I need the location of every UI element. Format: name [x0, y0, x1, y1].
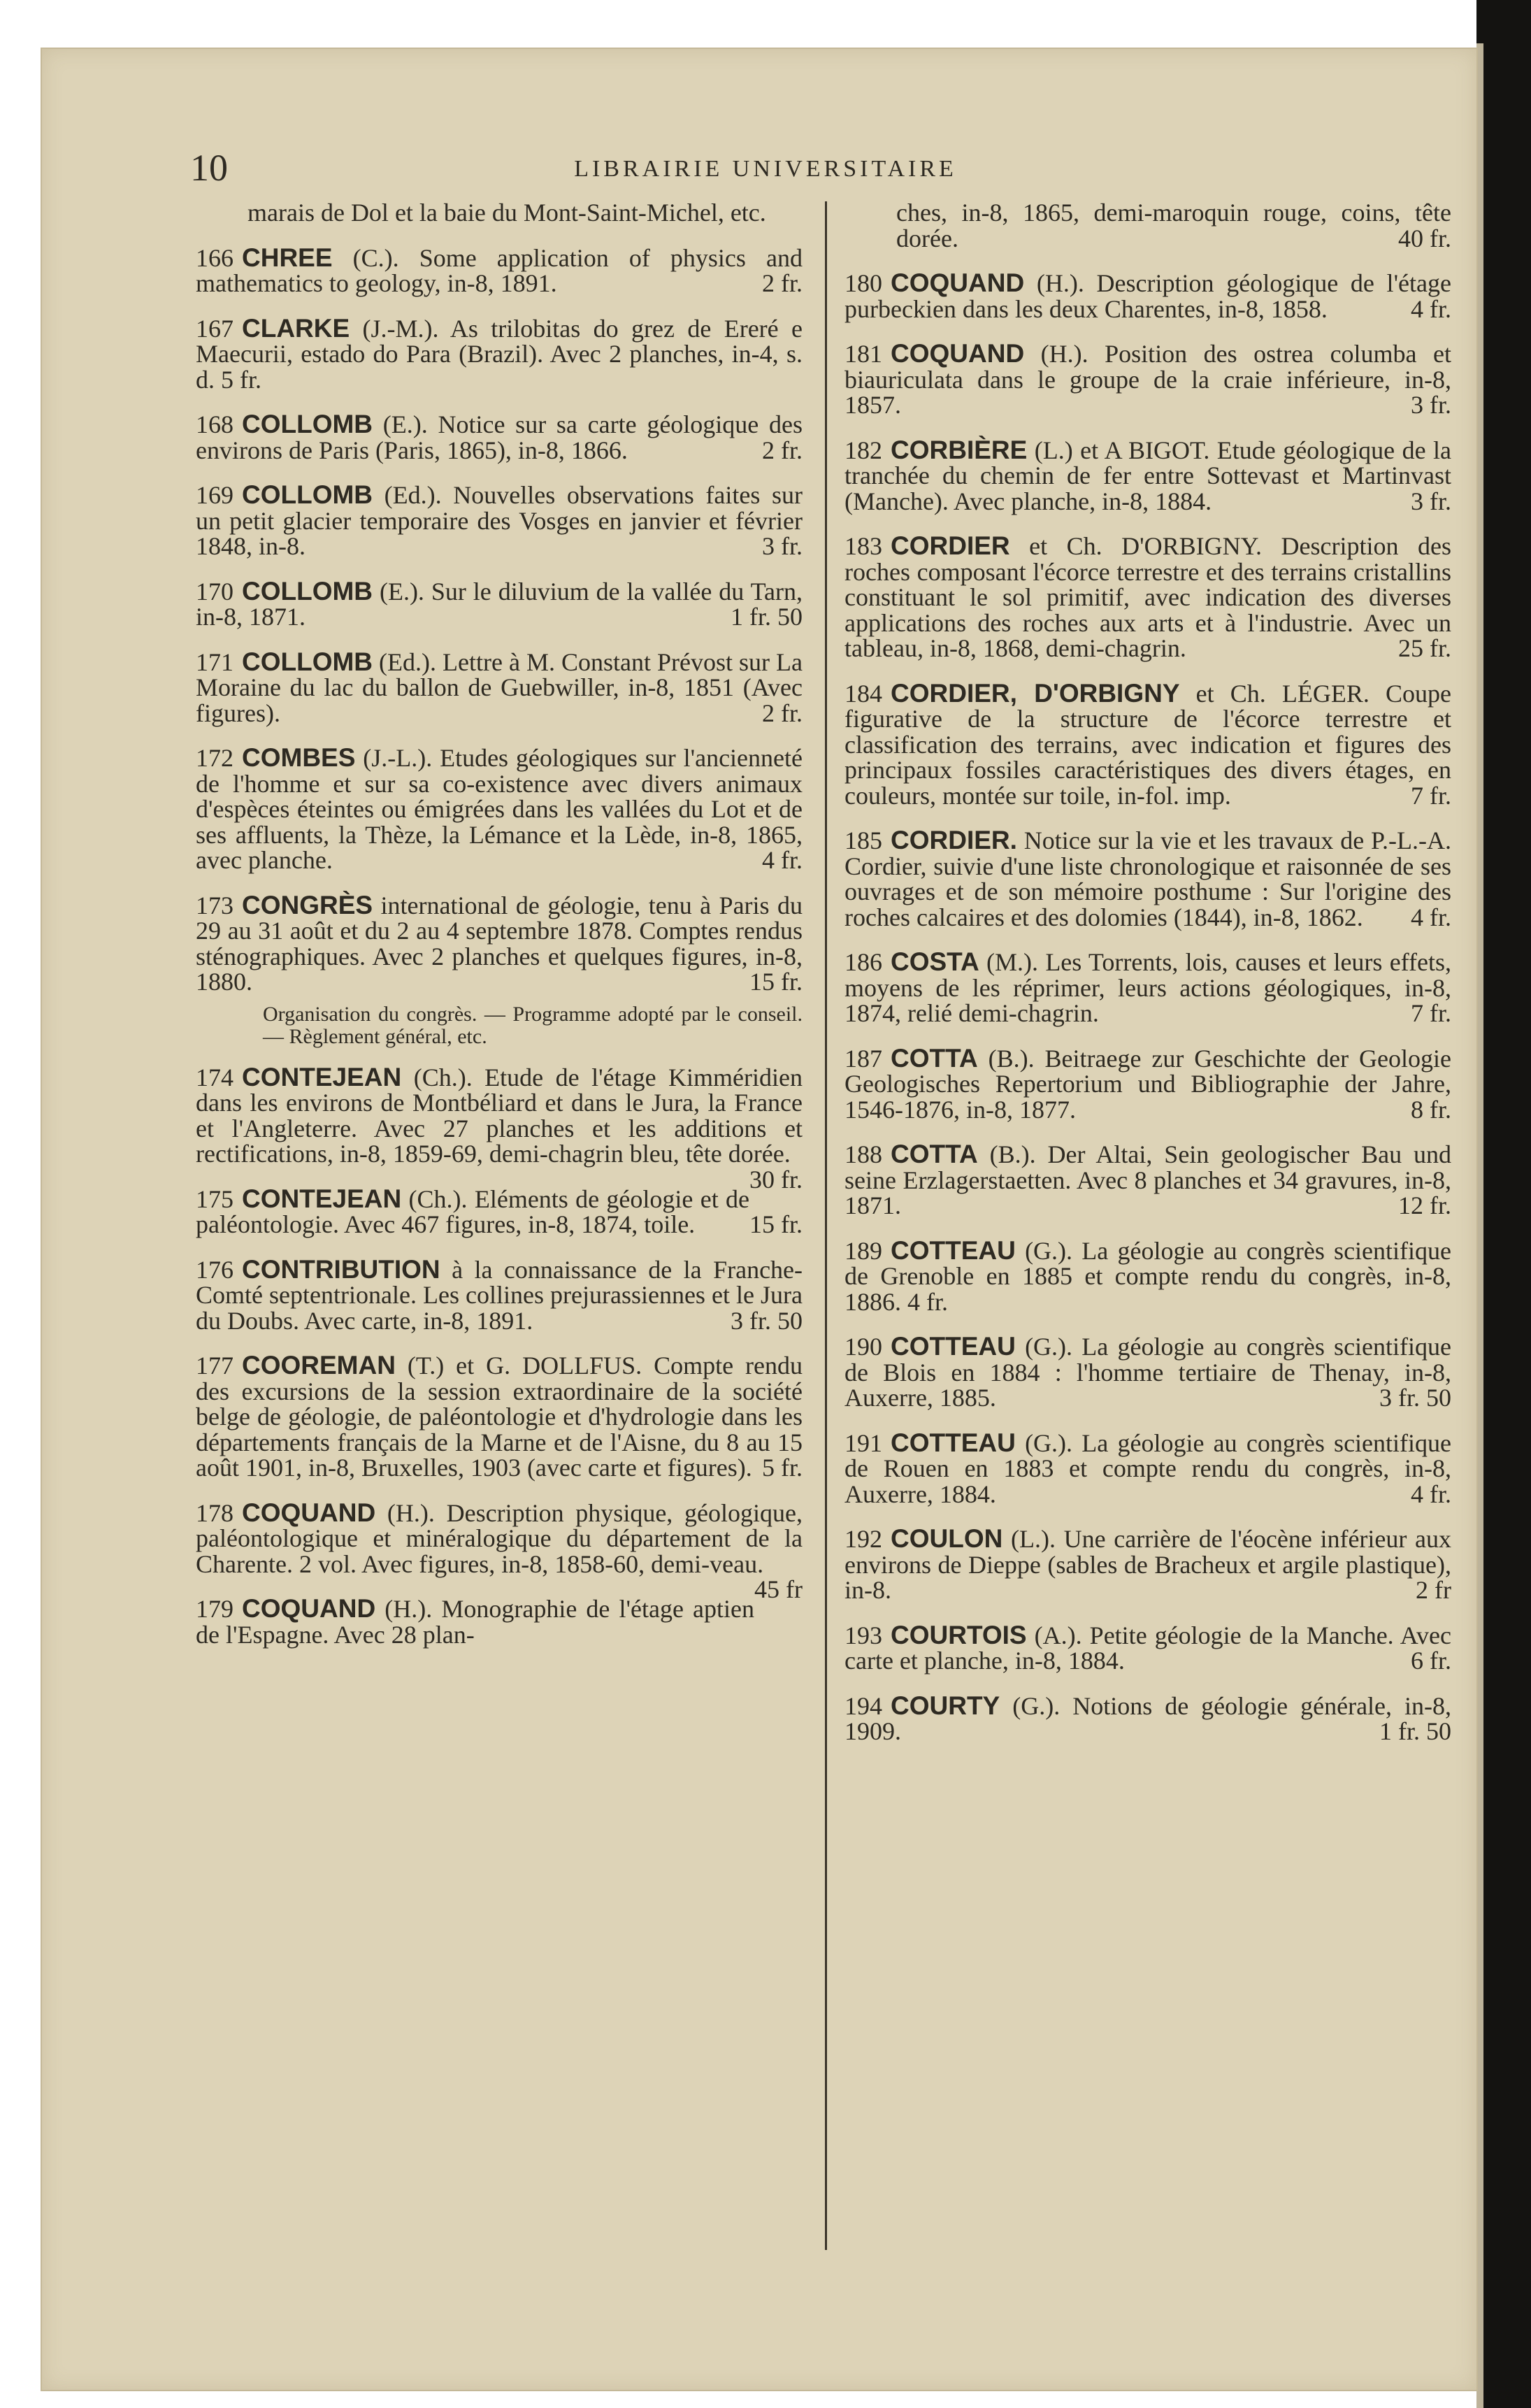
- entry-number: 182: [844, 436, 882, 464]
- catalogue-entry: [844, 1334, 1451, 1411]
- entry-description: (Ed.). Lettre à M. Constant Prévost sur La Moraine du lac du ballon de Guebwiller, in-8, 1851 (Avec figures).: [196, 647, 803, 727]
- entry-author: CORDIER, D'ORBIGNY: [891, 678, 1180, 708]
- catalogue-entry: [196, 745, 803, 873]
- entry-price: 12 fr.: [1398, 1191, 1451, 1219]
- entry-description: (E.). Sur le diluvium de la vallée du Tarn, in-8, 1871.: [196, 577, 803, 631]
- entry-description: (C.). Some application of physics and mathematics to geology, in-8, 1891.: [196, 243, 803, 297]
- entry-price: 45 fr: [754, 1575, 803, 1603]
- entry-description: (L.) et A BIGOT. Etude géologique de la tranchée du chemin de fer entre Sottevast et Martinvast (Manche). Avec planche, in-8, 1884.: [844, 436, 1451, 515]
- entry-price: 4 fr.: [1411, 1479, 1451, 1508]
- entry-description: (H.). Position des ostrea columba et biauriculata dans le groupe de la craie inférieure, in-8, 1857.: [844, 340, 1452, 419]
- entry-author: CONGRÈS: [242, 890, 373, 919]
- entry-price: 2 fr.: [762, 269, 803, 297]
- entry-description: (H.). Monographie de l'étage aptien de l'Espagne. Avec 28 plan-: [196, 1595, 755, 1649]
- entry-number: 194: [844, 1691, 882, 1720]
- entry-price: 2 fr.: [762, 698, 803, 727]
- entry-price: 2 fr.: [762, 436, 803, 464]
- entry-author: COLLOMB: [242, 576, 373, 605]
- catalogue-entry: [196, 1596, 803, 1647]
- catalogue-entry: [844, 1693, 1451, 1744]
- entry-number: 190: [844, 1333, 882, 1361]
- entry-price: 7 fr.: [1411, 999, 1451, 1027]
- catalogue-entry: [196, 1184, 803, 1238]
- entry-number: 169: [196, 481, 233, 509]
- catalogue-entry: [196, 245, 803, 296]
- entry-price: 3 fr. 50: [731, 1306, 803, 1335]
- entry-number: 168: [196, 410, 233, 438]
- entry-note: Organisation du congrès. — Programme adopté par le conseil. — Règlement général, etc.: [263, 1002, 803, 1048]
- entry-price: 7 fr.: [1411, 781, 1451, 810]
- entry-description: (L.). Une carrière de l'éocène inférieur aux environs de Dieppe (sables de Bracheux et argile plastique), in-8.: [844, 1525, 1452, 1604]
- entry-price: 1 fr. 50: [1379, 1717, 1451, 1745]
- entry-author: COULON: [891, 1524, 1003, 1553]
- entry-author: COTTA: [891, 1140, 978, 1168]
- entry-description: (G.). La géologie au congrès scientifique de Rouen en 1883 et compte rendu du congrès, in-8, Auxerre, 1884.: [844, 1428, 1452, 1508]
- entry-number: 191: [844, 1428, 882, 1457]
- catalogue-entry: [196, 1498, 803, 1603]
- entry-description: (Ch.). Etude de l'étage Kimméridien dans les environs de Montbéliard et dans le Jura, la France et l'Angleterre. Avec 27 planches et les additions et rectifications, in-8, 1859-69, demi-chagrin bleu, tête dorée.: [196, 1063, 803, 1168]
- entry-price: 2 fr: [1416, 1576, 1451, 1604]
- catalogue-entry: [844, 828, 1451, 930]
- entry-description: (Ch.). Eléments de géologie et de paléontologie. Avec 467 figures, in-8, 1874, toile.: [196, 1184, 749, 1238]
- catalogue-entry: [844, 341, 1451, 418]
- entry-price: 4 fr.: [762, 846, 803, 874]
- catalogue-entry: [844, 1620, 1452, 1675]
- entry-description: à la connaissance de la Franche-Comté septentrionale. Les collines prejurassiennes et le Jura du Doubs. Avec carte, in-8, 1891.: [196, 1255, 803, 1335]
- entry-number: 184: [844, 679, 882, 708]
- entry-description: (H.). Description géologique de l'étage purbeckien dans les deux Charentes, in-8, 1858.: [844, 269, 1451, 323]
- entry-price: 5 fr.: [762, 1454, 803, 1482]
- entry-number: 173: [196, 891, 233, 919]
- catalogue-entry: [844, 533, 1451, 661]
- entry-author: COLLOMB: [242, 647, 373, 676]
- entry-number: 166: [196, 243, 233, 272]
- entry-author: COURTY: [891, 1691, 1000, 1720]
- entry-number: 176: [196, 1255, 233, 1284]
- entry-author: COTTEAU: [891, 1428, 1016, 1457]
- catalogue-column-left: [196, 200, 803, 1667]
- catalogue-entry: [844, 1142, 1451, 1219]
- entry-author: COOREMAN: [242, 1351, 396, 1379]
- entry-price: 15 fr.: [749, 1210, 803, 1238]
- entry-number: 178: [196, 1498, 233, 1527]
- catalogue-entry: [844, 949, 1451, 1026]
- entry-description: (G.). La géologie au congrès scientifique de Blois en 1884 : l'homme tertiaire de Thenay, in-8, Auxerre, 1885.: [844, 1333, 1452, 1412]
- page-number: 10: [190, 147, 228, 189]
- entry-number: 186: [844, 948, 882, 976]
- catalogue-entry: [844, 1235, 1452, 1316]
- entry-price: 3 fr.: [1411, 487, 1451, 515]
- entry-description: (T.) et G. DOLLFUS. Compte rendu des excursions de la session extraordinaire de la société belge de géologie, de paléontologie et d'hydrologie dans les départements français de la Marne et de l'Aisne, du 8 au 15 août 1901, in-8, Bruxelles, 1903 (avec carte et figures).: [196, 1352, 803, 1482]
- entry-author: CORBIÈRE: [891, 435, 1028, 464]
- entry-description: marais de Dol et la baie du Mont-Saint-Michel, etc.: [247, 199, 766, 227]
- catalogue-entry: [196, 1062, 803, 1194]
- entry-price: 40 fr.: [1398, 224, 1451, 252]
- entry-description: (B.). Beitraege zur Geschichte der Geologie Geologisches Repertorium und Bibliographie der Jahre, 1546-1876, in-8, 1877.: [844, 1044, 1451, 1124]
- entry-number: 189: [844, 1236, 882, 1265]
- catalogue-entry: [844, 1428, 1452, 1508]
- entry-price: 3 fr. 50: [1379, 1384, 1451, 1412]
- entry-author: COQUAND: [891, 339, 1025, 368]
- entry-description: et Ch. LÉGER. Coupe figurative de la structure de l'écorce terrestre et classification des terrains, avec indication et figures des principaux fossiles caractéristiques des divers étages, en couleurs, montée sur toile, in-fol. imp.: [844, 679, 1452, 810]
- entry-number: 172: [196, 744, 233, 772]
- catalogue-entry: [196, 412, 803, 463]
- entry-description: (A.). Petite géologie de la Manche. Avec carte et planche, in-8, 1884.: [844, 1621, 1452, 1675]
- catalogue-entry: [844, 268, 1451, 323]
- scan-border: [1476, 0, 1531, 2408]
- entry-description: (Ed.). Nouvelles observations faites sur un petit glacier temporaire des Vosges en janvier et février 1848, in-8.: [196, 481, 803, 560]
- entry-number: 181: [844, 340, 882, 368]
- entry-author: CONTEJEAN: [242, 1184, 402, 1213]
- entry-description: (J.-M.). As trilobitas do grez de Ereré e Maecurii, estado do Para (Brazil). Avec 2 planches, in-4, s. d. 5 fr.: [196, 314, 803, 394]
- catalogue-entry: [844, 678, 1452, 810]
- entry-number: 187: [844, 1044, 882, 1073]
- entry-price: 3 fr.: [1411, 391, 1451, 419]
- entry-author: COTTEAU: [891, 1332, 1016, 1361]
- entry-author: CONTEJEAN: [242, 1062, 402, 1091]
- entry-description: (H.). Description physique, géologique, paléontologique et minéralogique du département de la Charente. 2 vol. Avec figures, in-8, 1858-60, demi-veau.: [196, 1498, 803, 1578]
- entry-author: COLLOMB: [242, 480, 373, 509]
- entry-number: 170: [196, 577, 233, 605]
- entry-number: 171: [196, 647, 233, 676]
- entry-author: COSTA: [891, 947, 979, 976]
- entry-description: (E.). Notice sur sa carte géologique des environs de Paris (Paris, 1865), in-8, 1866.: [196, 410, 803, 464]
- entry-description: (G.). La géologie au congrès scientifique de Grenoble en 1885 et compte rendu du congrès, in-8, 1886. 4 fr.: [844, 1236, 1452, 1316]
- catalogue-entry: [844, 1043, 1451, 1124]
- entry-author: CHREE: [242, 243, 333, 272]
- entry-author: CLARKE: [242, 313, 350, 343]
- catalogue-entry: [196, 1353, 803, 1481]
- catalogue-entry: [844, 1526, 1451, 1603]
- entry-number: 175: [196, 1184, 233, 1213]
- entry-author: COLLOMB: [242, 410, 373, 438]
- entry-number: 177: [196, 1352, 233, 1379]
- entry-author: COQUAND: [242, 1498, 376, 1527]
- entry-author: COTTEAU: [891, 1235, 1016, 1265]
- entry-number: 167: [196, 314, 233, 343]
- entry-author: CORDIER: [891, 531, 1010, 560]
- entry-author: COQUAND: [891, 268, 1025, 297]
- catalogue-entry: [196, 482, 803, 559]
- running-head: LIBRAIRIE UNIVERSITAIRE: [574, 156, 957, 182]
- catalogue-entry: [196, 890, 803, 1048]
- entry-price: 1 fr. 50: [731, 603, 803, 631]
- entry-author: COQUAND: [242, 1594, 376, 1623]
- entry-price: 4 fr.: [1411, 903, 1451, 931]
- entry-continuation: [196, 200, 803, 226]
- entry-number: 188: [844, 1140, 882, 1168]
- entry-description: (J.-L.). Etudes géologiques sur l'ancienneté de l'homme et sur sa co-existence avec divers animaux d'espèces éteintes ou émigrées dans les vallées du Lot et de ses affluents, la Thèze, la Lémance et la Lède, in-8, 1865, avec planche.: [196, 744, 803, 874]
- entry-number: 179: [196, 1595, 233, 1623]
- entry-price: 25 fr.: [1398, 634, 1451, 662]
- entry-author: CONTRIBUTION: [242, 1254, 440, 1284]
- entry-number: 174: [196, 1063, 233, 1091]
- entry-description: (B.). Der Altai, Sein geologischer Bau und seine Erzlagerstaetten. Avec 8 planches et 34 gravures, in-8, 1871.: [844, 1140, 1451, 1219]
- entry-description: ches, in-8, 1865, demi-maroquin rouge, coins, tête dorée.: [896, 199, 1451, 252]
- entry-author: COTTA: [891, 1043, 978, 1073]
- entry-price: 15 fr.: [749, 968, 803, 996]
- catalogue-column-right: [844, 200, 1451, 1764]
- column-divider: [825, 201, 827, 2250]
- entry-price: 30 fr.: [749, 1165, 803, 1194]
- entry-author: COMBES: [242, 743, 356, 772]
- entry-number: 183: [844, 532, 882, 560]
- catalogue-entry: [844, 435, 1451, 515]
- entry-price: 8 fr.: [1411, 1095, 1451, 1124]
- entry-author: COURTOIS: [891, 1620, 1027, 1649]
- entry-author: CORDIER.: [891, 826, 1017, 854]
- catalogue-entry: [196, 576, 803, 631]
- entry-number: 192: [844, 1525, 882, 1553]
- catalogue-entry: [196, 313, 803, 394]
- entry-continuation: [844, 200, 1451, 251]
- entry-price: 3 fr.: [762, 532, 803, 560]
- entry-description: international de géologie, tenu à Paris du 29 au 31 août et du 2 au 4 septembre 1878. Comptes rendus sténographiques. Avec 2 planches et quelques figures, in-8, 1880.: [196, 891, 803, 996]
- entry-description: (G.). Notions de géologie générale, in-8, 1909.: [844, 1691, 1452, 1745]
- entry-description: et Ch. D'ORBIGNY. Description des roches composant l'écorce terrestre et des terrains cristallins constituant le sol primitif, avec indication des diverses applications des roches aux arts et à l'industrie. Avec un tableau, in-8, 1868, demi-chagrin.: [844, 532, 1451, 662]
- entry-price: 6 fr.: [1411, 1647, 1451, 1675]
- entry-number: 185: [844, 826, 882, 854]
- entry-description: (M.). Les Torrents, lois, causes et leurs effets, moyens de les réprimer, leurs actions géologiques, in-8, 1874, relié demi-chagrin.: [844, 948, 1451, 1027]
- catalogue-entry: [196, 1254, 803, 1335]
- entry-number: 180: [844, 269, 882, 297]
- catalogue-entry: [196, 647, 803, 727]
- entry-price: 4 fr.: [1411, 294, 1451, 323]
- entry-number: 193: [844, 1621, 882, 1649]
- entry-description: Notice sur la vie et les travaux de P.-L.-A. Cordier, suivie d'une liste chronologique et raisonnée de ses ouvrages et de son mémoire posthume : Sur l'origine des roches calcaires et des dolomies (1844), in-8, 1862.: [844, 826, 1452, 931]
